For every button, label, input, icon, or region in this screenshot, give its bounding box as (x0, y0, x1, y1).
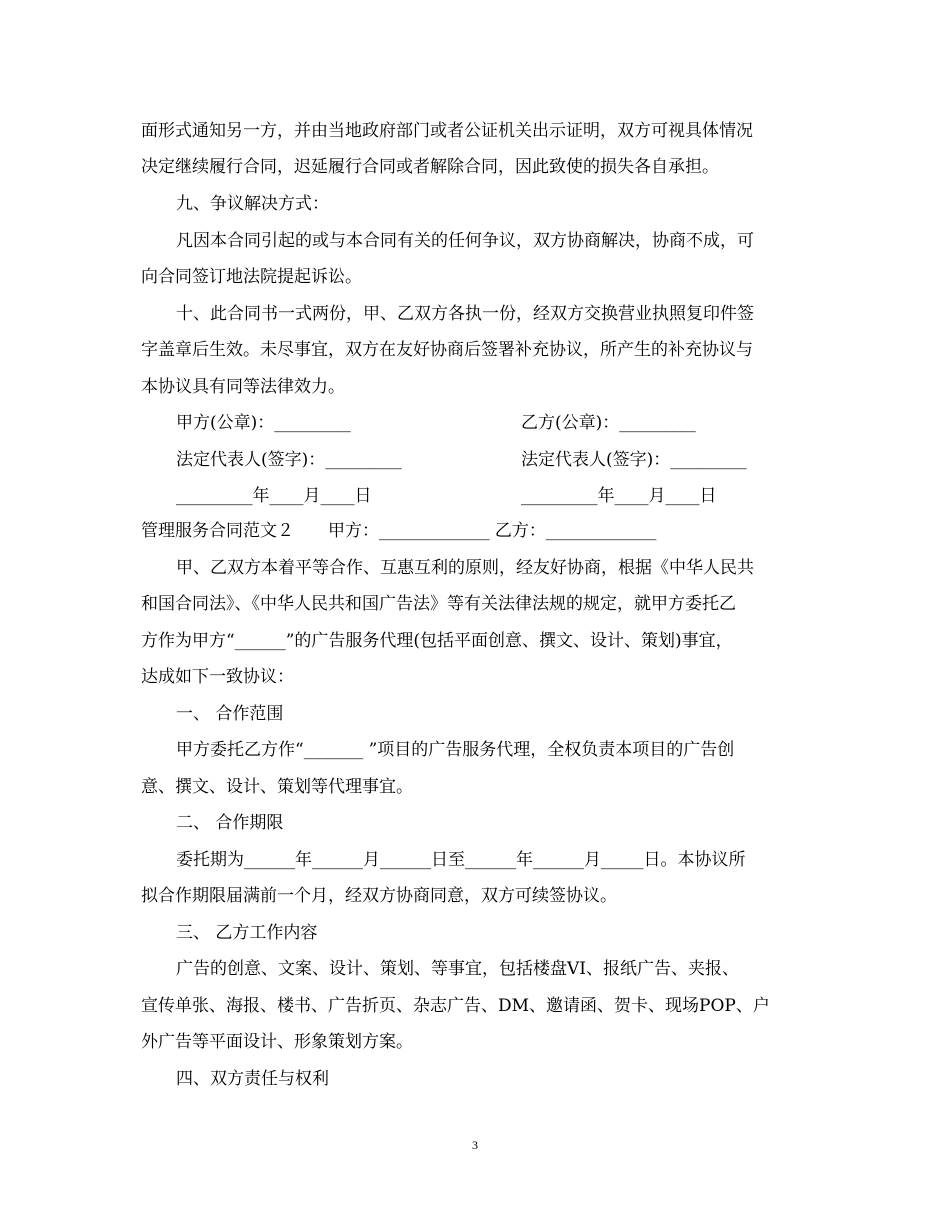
paragraph-line: 和国合同法》、《中华人民共和国广告法》等有关法律法规的规定，就甲方委托乙 (141, 594, 736, 614)
party-a-representative: 法定代表人(签字)：_________ (176, 450, 402, 470)
paragraph-line: 甲、乙双方本着平等合作、互惠互利的原则，经友好协商，根据《中华人民共 (176, 558, 754, 578)
page-number: 3 (472, 1138, 478, 1152)
party-b-seal: 乙方(公章)：_________ (521, 413, 696, 433)
paragraph-line: 委托期为______年______月______日至______年______月_____日。本协议所 (176, 850, 746, 870)
paragraph-line: 宣传单张、海报、楼书、广告折页、杂志广告、DM、邀请函、贺卡、现场POP、户 (141, 996, 770, 1016)
party-b-representative: 法定代表人(签字)：_________ (521, 450, 747, 470)
party-a-seal: 甲方(公章)：_________ (176, 413, 351, 433)
paragraph-line: 十、此合同书一式两份，甲、乙双方各执一份，经双方交换营业执照复印件签 (176, 304, 754, 324)
section-heading-dispute: 九、争议解决方式： (176, 194, 329, 214)
paragraph-line: 甲方委托乙方作“_______ ”项目的广告服务代理，全权负责本项目的广告创 (176, 740, 735, 760)
paragraph-line: 决定继续履行合同，迟延履行合同或者解除合同，因此致使的损失各自承担。 (141, 157, 719, 177)
paragraph-line: 字盖章后生效。未尽事宜，双方在友好协商后签署补充协议，所产生的补充协议与 (141, 340, 753, 360)
paragraph-line: 凡因本合同引起的或与本合同有关的任何争议，双方协商解决，协商不成，可 (176, 231, 754, 251)
paragraph-line: 意、撰文、设计、策划等代理事宜。 (141, 777, 413, 797)
paragraph-line: 方作为甲方“______”的广告服务代理(包括平面创意、撰文、设计、策划)事宜， (141, 631, 733, 651)
paragraph-line: 达成如下一致协议： (141, 667, 294, 687)
paragraph-line: 向合同签订地法院提起诉讼。 (141, 267, 362, 287)
party-a-date: _________年____月____日 (176, 486, 372, 506)
paragraph-line: 广告的创意、文案、设计、策划、等事宜，包括楼盘VI、报纸广告、夹报、 (176, 959, 739, 979)
paragraph-line: 拟合作期限届满前一个月，经双方协商同意，双方可续签协议。 (141, 886, 617, 906)
section-heading-responsibilities: 四、双方责任与权利 (176, 1069, 329, 1089)
section-heading-scope: 一、 合作范围 (176, 704, 284, 724)
paragraph-line: 面形式通知另一方，并由当地政府部门或者公证机关出示证明，双方可视具体情况 (141, 121, 753, 141)
section-heading-work: 三、 乙方工作内容 (176, 923, 318, 943)
paragraph-line: 外广告等平面设计、形象策划方案。 (141, 1032, 413, 1052)
contract-title: 管理服务合同范文２ 甲方：_____________ 乙方：_____________ (141, 521, 657, 541)
section-heading-term: 二、 合作期限 (176, 813, 284, 833)
paragraph-line: 本协议具有同等法律效力。 (141, 377, 345, 397)
party-b-date: _________年____月____日 (521, 486, 717, 506)
